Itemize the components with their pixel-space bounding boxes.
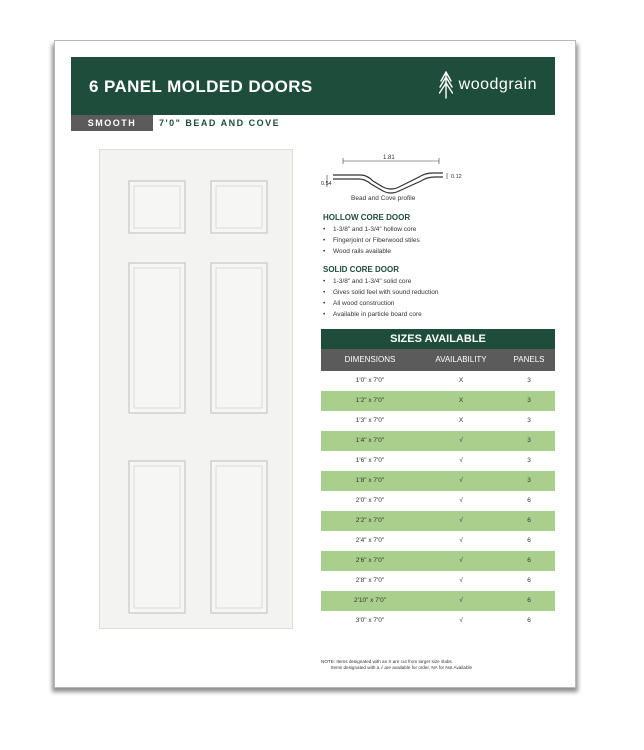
cell-panels: 6	[527, 517, 531, 524]
table-row	[321, 571, 555, 591]
cell-dimension: 2'4" x 7'0"	[355, 537, 385, 544]
spec-label: 7'0" BEAD AND COVE	[159, 118, 281, 128]
cell-panels: 3	[527, 397, 531, 404]
cell-availability: X	[458, 377, 464, 384]
cell-dimension: 2'10" x 7'0"	[353, 597, 387, 604]
table-row	[321, 391, 555, 411]
subtitle-bar	[71, 115, 555, 131]
hollow-core-list	[323, 224, 420, 257]
cell-availability: √	[459, 477, 463, 484]
cell-panels: 6	[527, 597, 531, 604]
cell-availability: √	[459, 457, 463, 464]
col-dimensions: DIMENSIONS	[344, 355, 396, 364]
cell-panels: 6	[527, 537, 531, 544]
cell-dimension: 2'8" x 7'0"	[355, 577, 385, 584]
spec-sheet	[54, 40, 576, 688]
solid-core-list	[323, 276, 439, 320]
door-panel	[211, 263, 267, 413]
sizes-title: SIZES AVAILABLE	[321, 329, 555, 349]
list-item: • 1-3/8" and 1-3/4" hollow core	[323, 224, 420, 235]
finish-tag: SMOOTH	[71, 115, 153, 131]
cell-panels: 6	[527, 557, 531, 564]
solid-core-heading: SOLID CORE DOOR	[323, 265, 400, 274]
cell-panels: 3	[527, 457, 531, 464]
col-panels: PANELS	[513, 355, 545, 364]
table-row	[321, 511, 555, 531]
footnote-line-2: Items designated with a √ are available for order. NA for Not Available	[331, 665, 473, 670]
profile-depth-label: 0.54	[321, 181, 332, 187]
profile-caption: Bead and Cove profile	[351, 195, 416, 202]
cell-dimension: 2'6" x 7'0"	[355, 557, 385, 564]
cell-availability: √	[459, 517, 463, 524]
col-availability: AVAILABILITY	[435, 355, 487, 364]
cell-panels: 3	[527, 477, 531, 484]
brand-name: woodgrain	[458, 76, 537, 93]
list-item: • All wood construction	[323, 298, 439, 309]
cell-availability: √	[459, 437, 463, 444]
door-panel	[129, 263, 185, 413]
table-row	[321, 471, 555, 491]
table-row	[321, 591, 555, 611]
footnote-line-1: NOTE: Items designated with an X are cut from larger size slabs.	[321, 659, 453, 664]
cell-availability: √	[459, 497, 463, 504]
door-panel	[211, 461, 267, 613]
cell-availability: X	[458, 397, 464, 404]
door-panel	[211, 181, 267, 233]
list-item: • Wood rails available	[323, 246, 420, 257]
cell-panels: 6	[527, 617, 531, 624]
cell-panels: 6	[527, 497, 531, 504]
footnote	[321, 659, 472, 671]
brand-logo	[439, 71, 537, 99]
cell-dimension: 1'0" x 7'0"	[355, 377, 385, 384]
door-panel	[129, 461, 185, 613]
sizes-table	[321, 329, 555, 631]
cell-dimension: 1'2" x 7'0"	[355, 397, 385, 404]
table-row	[321, 611, 555, 631]
list-item: • Fingerjoint or Fiberwood stiles	[323, 235, 420, 246]
cell-availability: √	[459, 537, 463, 544]
bead-cove-profile-diagram	[321, 151, 471, 211]
cell-panels: 3	[527, 417, 531, 424]
profile-width-label: 1.81	[383, 155, 395, 161]
page-title: 6 PANEL MOLDED DOORS	[89, 77, 313, 96]
cell-availability: √	[459, 577, 463, 584]
hollow-core-heading: HOLLOW CORE DOOR	[323, 213, 411, 222]
cell-dimension: 2'2" x 7'0"	[355, 517, 385, 524]
door-image	[99, 149, 293, 629]
cell-panels: 6	[527, 577, 531, 584]
cell-dimension: 3'0" x 7'0"	[355, 617, 385, 624]
cell-availability: √	[459, 557, 463, 564]
tree-icon	[439, 71, 453, 99]
cell-dimension: 1'6" x 7'0"	[355, 457, 385, 464]
table-row	[321, 531, 555, 551]
cell-dimension: 2'0" x 7'0"	[355, 497, 385, 504]
cell-availability: √	[459, 617, 463, 624]
sizes-header-row	[321, 349, 555, 371]
header-bar	[71, 57, 555, 115]
table-row	[321, 371, 555, 391]
table-row	[321, 551, 555, 571]
list-item: • 1-3/8" and 1-3/4" solid core	[323, 276, 439, 287]
door-panel	[129, 181, 185, 233]
table-row	[321, 431, 555, 451]
list-item: • Available in particle board core	[323, 309, 439, 320]
cell-panels: 3	[527, 377, 531, 384]
cell-dimension: 1'8" x 7'0"	[355, 477, 385, 484]
table-row	[321, 451, 555, 471]
profile-height-label: 0.12	[451, 174, 462, 180]
cell-panels: 3	[527, 437, 531, 444]
cell-availability: √	[459, 597, 463, 604]
table-row	[321, 491, 555, 511]
cell-availability: X	[458, 417, 464, 424]
cell-dimension: 1'3" x 7'0"	[355, 417, 385, 424]
list-item: • Gives solid feel with sound reduction	[323, 287, 439, 298]
table-row	[321, 411, 555, 431]
cell-dimension: 1'4" x 7'0"	[355, 437, 385, 444]
